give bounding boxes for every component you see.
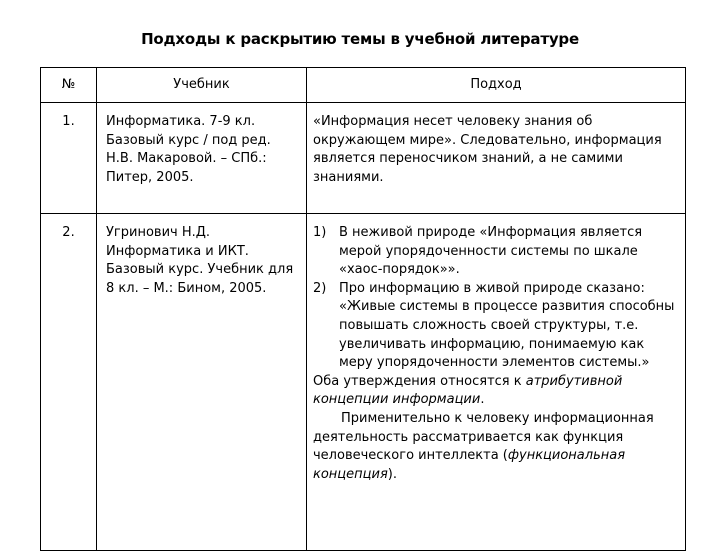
- functional-paragraph: Применительно к человеку информационная деятельность рассматривается как функция человеческого интеллекта (функциональная концепция).: [313, 410, 654, 482]
- page-title: Подходы к раскрытию темы в учебной литературе: [141, 30, 579, 48]
- attributive-paragraph: Оба утверждения относятся к атрибутивной концепции информации.: [313, 373, 623, 408]
- approaches-table: [40, 67, 686, 551]
- attributive-concept-term: атрибутивной концепции информации: [313, 373, 623, 408]
- table-row: [41, 103, 686, 214]
- header-number: №: [41, 68, 97, 103]
- row-approach: [307, 214, 686, 551]
- row-number: 2.: [41, 214, 97, 551]
- row-textbook: Угринович Н.Д. Информатика и ИКТ. Базовый курс. Учебник для 8 кл. – М.: Бином, 2005.: [97, 214, 307, 551]
- table-header-row: [41, 68, 686, 103]
- header-textbook: Учебник: [97, 68, 307, 103]
- functional-concept-term: функциональная концепция: [313, 448, 626, 482]
- row-approach: «Информация несет человеку знания об окружающем мире». Следовательно, информация является переносчиком знаний, а не самими знаниями.: [307, 103, 686, 214]
- header-approach: Подход: [307, 68, 686, 103]
- list-item: 2) Про информацию в живой природе сказано: «Живые системы в процессе развития способны повышать сложность своей структуры, т.е. увеличивать информацию, понимаемую как меру упорядоченности элементов системы.»: [313, 280, 675, 371]
- row-number: 1.: [41, 103, 97, 214]
- table-row: [41, 214, 686, 551]
- approach-list: [313, 224, 679, 373]
- row-textbook: Информатика. 7-9 кл. Базовый курс / под ред. Н.В. Макаровой. – СПб.: Питер, 2005.: [97, 103, 307, 214]
- list-item: 1) В неживой природе «Информация является мерой упорядоченности системы по шкале «хаос-порядок»».: [313, 225, 643, 278]
